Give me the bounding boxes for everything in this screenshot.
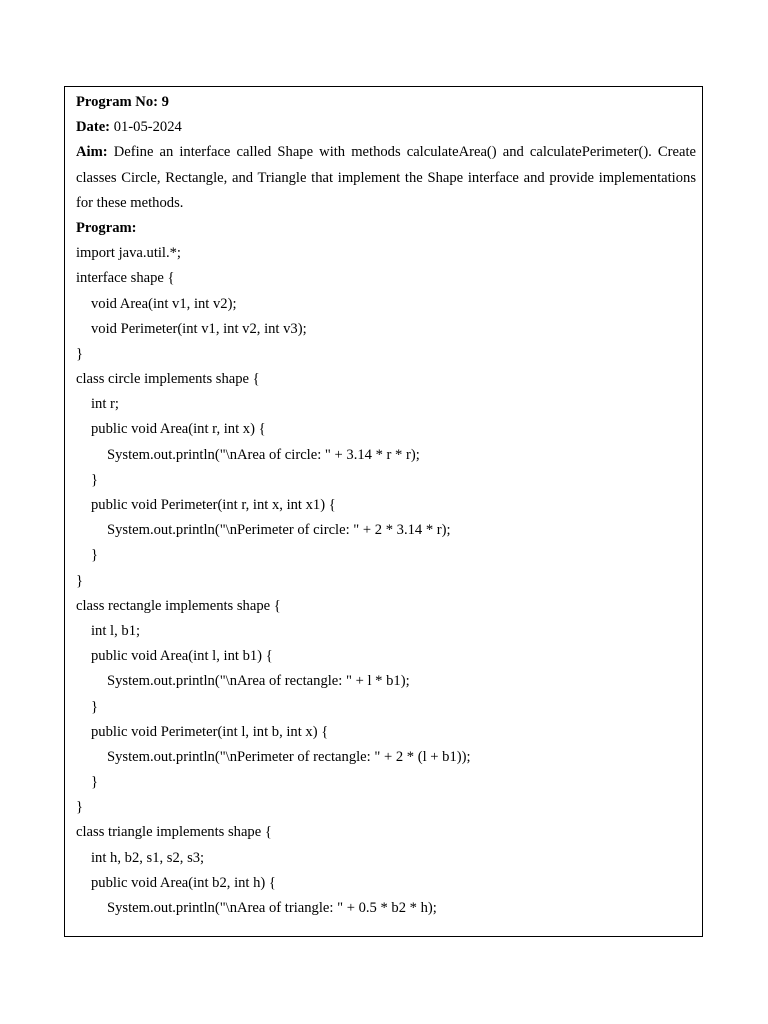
program-number-value: 9 bbox=[161, 94, 169, 110]
code-line: interface shape { bbox=[76, 270, 175, 287]
aim-text: Define an interface called Shape with methods calculateArea() and calculatePerimeter(). Create classes Circle, Rectangle, and Triangle that implement the Shape interface and provide implementations for these methods. bbox=[76, 144, 696, 211]
code-line: public void Area(int b2, int h) { bbox=[91, 874, 276, 891]
code-line: System.out.println("\nArea of circle: " + 3.14 * r * r); bbox=[107, 446, 420, 463]
program-number-label: Program No: bbox=[76, 94, 158, 110]
code-line: System.out.println("\nPerimeter of rectangle: " + 2 * (l + b1)); bbox=[107, 748, 471, 765]
program-heading: Program: bbox=[76, 219, 137, 236]
code-line: } bbox=[91, 547, 99, 564]
code-line: System.out.println("\nPerimeter of circle: " + 2 * 3.14 * r); bbox=[107, 522, 451, 539]
code-line: class rectangle implements shape { bbox=[76, 597, 281, 614]
code-block bbox=[76, 241, 696, 921]
code-line: int l, b1; bbox=[91, 622, 141, 639]
code-line: int h, b2, s1, s2, s3; bbox=[91, 849, 205, 866]
code-line: } bbox=[76, 572, 84, 589]
code-line: } bbox=[76, 345, 84, 362]
code-line: public void Perimeter(int l, int b, int x) { bbox=[91, 723, 329, 740]
code-line: import java.util.*; bbox=[76, 245, 181, 262]
code-line: public void Area(int l, int b1) { bbox=[91, 648, 273, 665]
code-line: int r; bbox=[91, 396, 119, 413]
code-line: void Area(int v1, int v2); bbox=[91, 295, 237, 312]
code-line: void Perimeter(int v1, int v2, int v3); bbox=[91, 320, 307, 337]
code-line: public void Perimeter(int r, int x, int x1) { bbox=[91, 497, 336, 514]
code-line: } bbox=[91, 774, 99, 791]
code-line: System.out.println("\nArea of rectangle: " + l * b1); bbox=[107, 673, 410, 690]
code-line: } bbox=[76, 799, 84, 816]
code-line: } bbox=[91, 471, 99, 488]
code-line: } bbox=[91, 698, 99, 715]
program-number-line bbox=[76, 90, 696, 115]
code-line: System.out.println("\nArea of triangle: " + 0.5 * b2 * h); bbox=[107, 900, 437, 917]
code-line: class triangle implements shape { bbox=[76, 824, 272, 841]
date-label: Date: bbox=[76, 119, 111, 136]
document-content bbox=[76, 90, 696, 921]
date-value: 01-05-2024 bbox=[113, 119, 182, 136]
aim-label: Aim: bbox=[76, 144, 108, 161]
code-line: public void Area(int r, int x) { bbox=[91, 421, 266, 438]
aim-paragraph bbox=[76, 140, 696, 216]
code-line: class circle implements shape { bbox=[76, 371, 260, 388]
date-line bbox=[76, 115, 696, 140]
